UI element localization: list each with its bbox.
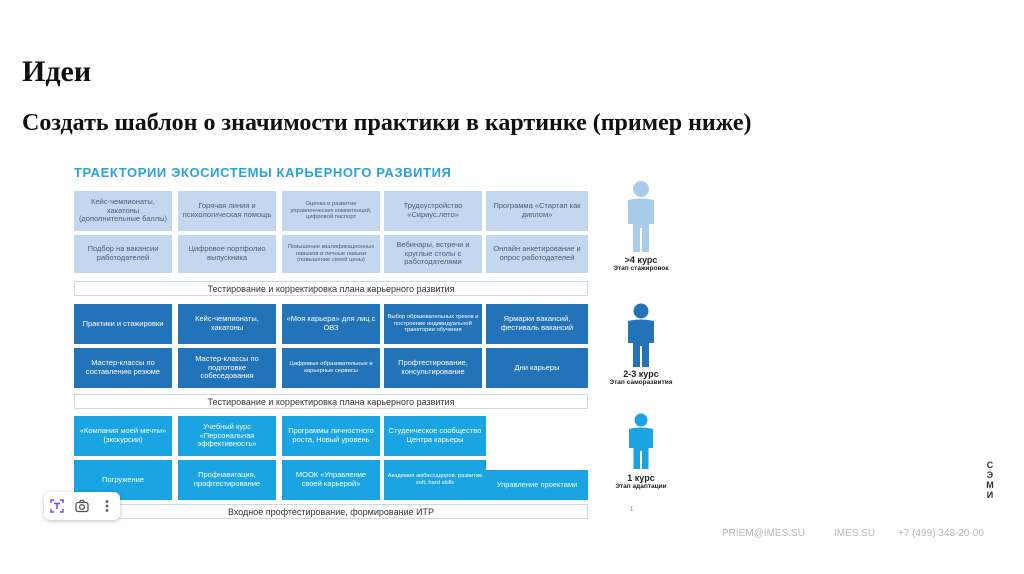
stage-middle — [606, 369, 676, 386]
cell-1-3: Вебинары, встречи и круглые столы с работодателями — [384, 235, 482, 273]
cell-1-1: Цифровое портфолио выпускника — [178, 235, 276, 273]
band-testing-2: Тестирование и корректировка плана карьерного развития — [74, 394, 588, 409]
slide-subtitle: Создать шаблон о значимости практики в картинке (пример ниже) — [22, 110, 752, 136]
cell-5-3: Академия амбассадоров, развитие soft, hard skills — [384, 460, 486, 500]
logo-letter-1: С — [986, 460, 994, 470]
band-entry-testing: Входное профтестирование, формирование ИТР — [74, 504, 588, 519]
text-extract-icon — [49, 498, 65, 514]
cell-3-3: Профтестирование, консультирование — [384, 348, 482, 388]
camera-icon — [74, 498, 90, 514]
cell-0-2: Оценка и развитие управленческих компетенций, цифровой паспорт — [282, 191, 380, 231]
cell-4-3: Студенческое сообщество Центра карьеры — [384, 416, 486, 456]
stage-junior-name: Этап адаптации — [615, 483, 667, 490]
stage-middle-name: Этап саморазвития — [609, 379, 673, 386]
cell-2-2: «Моя карьера» для лиц с ОВЗ — [282, 304, 380, 344]
cell-5-0: Погружение — [74, 460, 172, 500]
cell-3-4: Дни карьеры — [486, 348, 588, 388]
cell-1-2: Повышение квалификационных навыков и личные навыки (повышение своей цены) — [282, 235, 380, 273]
imes-logo — [983, 460, 997, 500]
cell-5-4: Управление проектами — [486, 470, 588, 500]
person-icon-senior — [623, 180, 659, 254]
logo-letter-3: М — [986, 480, 994, 490]
cell-3-2: Цифровые образовательные и карьерные сервисы — [282, 348, 380, 388]
cell-0-1: Горячая линия и психологическая помощь — [178, 191, 276, 231]
stage-senior — [606, 255, 676, 272]
cell-4-2: Программы личностного роста, Новый уровень — [282, 416, 380, 456]
camera-button[interactable] — [72, 496, 92, 516]
cell-1-4: Онлайн анкетирование и опрос работодателей — [486, 235, 588, 273]
career-ecosystem-figure — [68, 158, 678, 524]
text-extract-button[interactable] — [47, 496, 67, 516]
image-toolbar — [44, 492, 120, 520]
footer-phone: +7 (499) 348-20-00 — [898, 528, 984, 539]
stage-senior-name: Этап стажировок — [613, 265, 669, 272]
person-icon-junior — [625, 413, 657, 471]
cell-3-1: Мастер-классы по подготовке собеседования — [178, 348, 276, 388]
figure-page-number: 1 — [630, 507, 634, 513]
cell-2-4: Ярмарки вакансий, фестиваль вакансий — [486, 304, 588, 344]
cell-4-1: Учебный курс «Персональная эффективность» — [178, 416, 276, 456]
logo-letter-2: Э — [986, 470, 994, 480]
cell-0-3: Трудоустройство «Сириус.лето» — [384, 191, 482, 231]
cell-4-0: «Компания моей мечты» (экскурсии) — [74, 416, 172, 456]
more-options-button[interactable] — [97, 496, 117, 516]
cell-3-0: Мастер-классы по составлению резюме — [74, 348, 172, 388]
cell-1-0: Подбор на вакансии работодателей — [74, 235, 172, 273]
cell-2-1: Кейс-чемпионаты, хакатоны — [178, 304, 276, 344]
cell-5-2: МООК «Управление своей карьерой» — [282, 460, 380, 500]
footer-site[interactable]: IMES.SU — [834, 528, 876, 539]
stage-junior — [606, 473, 676, 490]
figure-title: ТРАЕКТОРИИ ЭКОСИСТЕМЫ КАРЬЕРНОГО РАЗВИТИЯ — [74, 165, 452, 180]
logo-letter-4: И — [986, 490, 994, 500]
cell-0-0: Кейс-чемпионаты, хакатоны (дополнительные баллы) — [74, 191, 172, 231]
more-vertical-icon — [104, 498, 110, 514]
cell-5-1: Профнавигация, профтестирование — [178, 460, 276, 500]
slide-title: Идеи — [22, 55, 92, 88]
footer-email[interactable]: PRIEM@IMES.SU — [722, 528, 805, 539]
stage-middle-course: 2-3 курс — [623, 369, 659, 379]
cell-2-0: Практики и стажировки — [74, 304, 172, 344]
cell-0-4: Программа «Стартап как диплом» — [486, 191, 588, 231]
cell-2-3: Выбор образовательных треков и построение индивидуальной траектории обучения — [384, 304, 482, 344]
band-testing-1: Тестирование и корректировка плана карьерного развития — [74, 281, 588, 296]
stage-junior-course: 1 курс — [627, 473, 655, 483]
stage-senior-course: >4 курс — [624, 255, 658, 265]
person-icon-middle — [623, 303, 659, 369]
